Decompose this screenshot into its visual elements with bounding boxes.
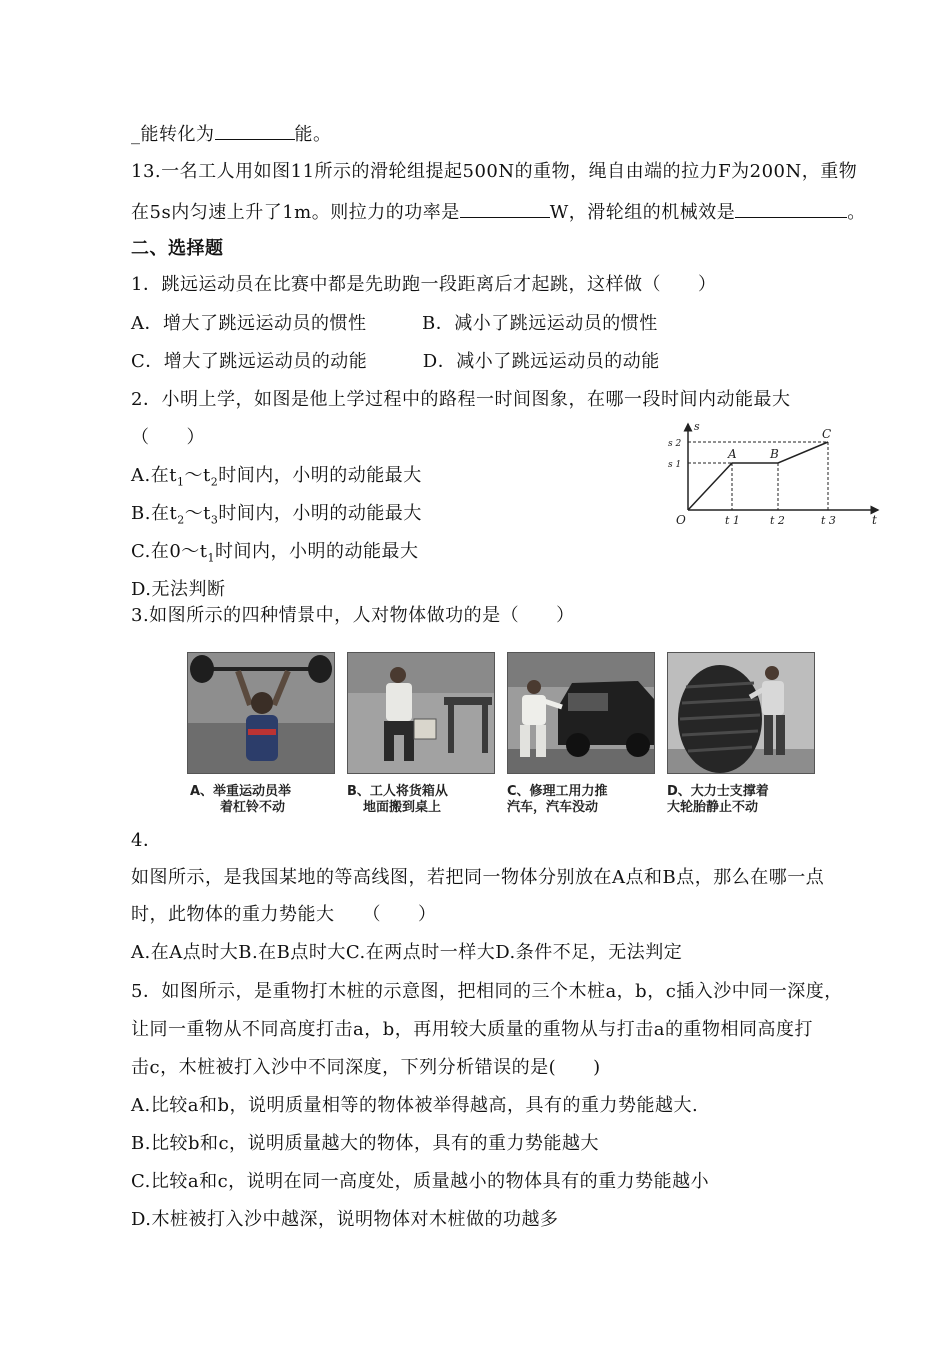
caption-line-1: D、大力士支撑着 <box>667 784 769 799</box>
text: ～t <box>184 465 211 486</box>
text: 时间内，小明的动能最大 <box>215 541 419 562</box>
efficiency-answer-blank[interactable] <box>735 199 847 218</box>
caption-line-1: A、举重运动员举 <box>190 784 292 799</box>
text: 时间内，小明的动能最大 <box>218 465 422 486</box>
question-2-option-d: D.无法判断 <box>131 579 226 600</box>
s1-label: s 1 <box>668 460 682 470</box>
t3-label: t 3 <box>821 514 836 527</box>
subscript: 1 <box>207 551 216 565</box>
question-5-line-2: 让同一重物从不同高度打击a，b，再用较大质量的重物从与打击a的重物相同高度打 <box>131 1019 813 1040</box>
point-a-label: A <box>728 447 737 461</box>
power-answer-blank[interactable] <box>460 199 550 218</box>
question-2: 2．小明上学，如图是他上学过程中的路程一时间图象，在哪一段时间内动能最大 <box>131 389 791 410</box>
caption-line-1: B、工人将货箱从 <box>347 784 448 799</box>
caption-line-2: 大轮胎静止不动 <box>667 800 759 815</box>
question-2-option-b <box>131 502 422 533</box>
question-4-line-2: 时，此物体的重力势能大 （ ） <box>131 904 437 925</box>
x-axis-label: t <box>872 513 877 527</box>
caption-d <box>667 784 827 816</box>
caption-line-1: C、修理工用力推 <box>507 784 608 799</box>
subscript: 3 <box>210 513 219 527</box>
photo-weightlifter <box>187 652 335 774</box>
origin-label: O <box>676 513 686 527</box>
photo-worker-box <box>347 652 495 774</box>
t1-label: t 1 <box>725 514 740 527</box>
caption-line-2: 地面搬到桌上 <box>363 800 442 815</box>
text: W，滑轮组的机械效是 <box>549 202 736 223</box>
y-axis-label: s <box>694 420 700 433</box>
question-2-paren: （ ） <box>131 427 205 448</box>
text: 。 <box>847 202 866 223</box>
text: _能转化为 <box>131 124 215 145</box>
question-5-option-d: D.木桩被打入沙中越深，说明物体对木桩做的功越多 <box>131 1209 559 1230</box>
question-13-line-1: 13.一名工人用如图11所示的滑轮组提起500N的重物，绳自由端的拉力F为200N，重物 <box>131 161 858 182</box>
question-1: 1．跳远运动员在比赛中都是先助跑一段距离后才起跳，这样做（ ） <box>131 274 717 295</box>
text: ～t <box>184 503 211 524</box>
distance-time-graph <box>668 418 884 530</box>
question-5-option-c: C.比较a和c，说明在同一高度处，质量越小的物体具有的重力势能越小 <box>131 1171 710 1192</box>
subscript: 1 <box>176 475 185 489</box>
caption-b <box>347 784 507 816</box>
point-b-label: B <box>770 447 779 461</box>
question-4-line-1: 如图所示，是我国某地的等高线图，若把同一物体分别放在A点和B点，那么在哪一点 <box>131 867 825 888</box>
text: 时间内，小明的动能最大 <box>218 503 422 524</box>
text: B.在t <box>131 503 178 524</box>
question-4-options: A.在A点时大B.在B点时大C.在两点时一样大D.条件不足，无法判定 <box>131 942 683 963</box>
question-13-line-2 <box>131 199 866 225</box>
text: 在5s内匀速上升了1m。则拉力的功率是 <box>131 202 460 223</box>
photo-strongman-tire <box>667 652 815 774</box>
caption-line-2: 着杠铃不动 <box>220 800 286 815</box>
question-3: 3.如图所示的四种情景中，人对物体做功的是（ ） <box>131 605 575 626</box>
photo-mechanic-car <box>507 652 655 774</box>
question-5-line-3: 击c，木桩被打入沙中不同深度，下列分析错误的是( ) <box>131 1057 601 1078</box>
caption-c <box>507 784 667 816</box>
text: C.在0～t <box>131 541 208 562</box>
question-1-options-ab: A．增大了跳远运动员的惯性 B．减小了跳远运动员的惯性 <box>131 313 658 334</box>
caption-a <box>190 784 350 816</box>
text: 能。 <box>294 124 332 145</box>
question-5-option-a: A.比较a和b，说明质量相等的物体被举得越高，具有的重力势能越大. <box>131 1095 699 1116</box>
answer-blank[interactable] <box>215 121 295 140</box>
caption-line-2: 汽车，汽车没动 <box>507 800 599 815</box>
subscript: 2 <box>210 475 219 489</box>
question-2-option-c <box>131 540 419 571</box>
question-1-options-cd: C．增大了跳远运动员的动能 D．减小了跳远运动员的动能 <box>131 351 660 372</box>
question-2-option-a <box>131 464 422 495</box>
subscript: 2 <box>177 513 185 527</box>
question-5-line-1: 5．如图所示，是重物打木桩的示意图，把相同的三个木桩a，b，c插入沙中同一深度， <box>131 981 843 1002</box>
text: A.在t <box>131 465 177 486</box>
section-heading: 二、选择题 <box>131 238 224 259</box>
graph-line <box>688 442 828 510</box>
s2-label: s 2 <box>668 439 682 449</box>
point-c-label: C <box>822 427 832 441</box>
t2-label: t 2 <box>770 514 785 527</box>
fill-in-line <box>131 121 332 147</box>
question-5-option-b: B.比较b和c，说明质量越大的物体，具有的重力势能越大 <box>131 1133 600 1154</box>
question-4-number: 4． <box>131 830 162 851</box>
